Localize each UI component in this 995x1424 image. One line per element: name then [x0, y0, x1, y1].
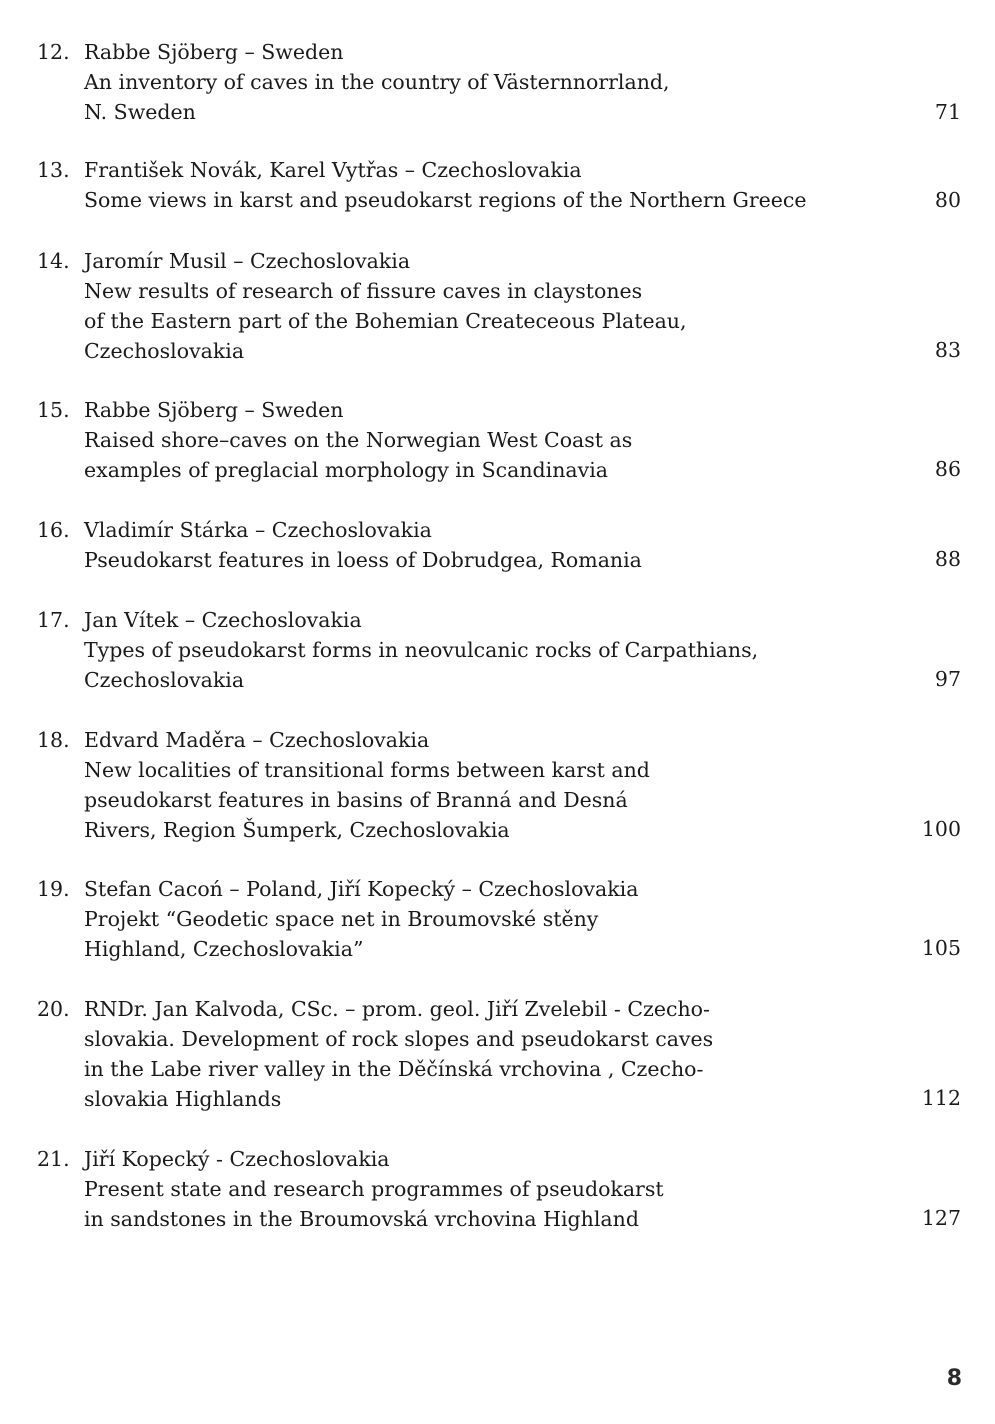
entry-author-line: Jan Vítek – Czechoslovakia [84, 608, 362, 632]
page-folio: 8 [946, 1366, 962, 1391]
entry-author-line: Jiří Kopecký - Czechoslovakia [84, 1147, 390, 1171]
entry-number: 12. [37, 40, 70, 64]
entry-title-line: New localities of transitional forms between karst and [84, 758, 650, 782]
entry-body [84, 155, 914, 215]
entry-title-line: Czechoslovakia [84, 339, 245, 363]
entry-number: 20. [37, 997, 70, 1021]
entry-author-line: Rabbe Sjöberg – Sweden [84, 398, 344, 422]
entry-title-line: N. Sweden [84, 100, 196, 124]
entry-page-number: 112 [921, 1086, 961, 1110]
entry-author-line: Edvard Maděra – Czechoslovakia [84, 728, 430, 752]
entry-title-line: Highland, Czechoslovakia” [84, 937, 364, 961]
entry-title-line: Types of pseudokarst forms in neovulcanic rocks of Carpathians, [84, 638, 759, 662]
entry-number: 21. [37, 1147, 70, 1171]
entry-page-number: 100 [921, 817, 961, 841]
entry-page-number: 86 [934, 457, 961, 481]
entry-title-line: An inventory of caves in the country of Västernnorrland, [84, 70, 670, 94]
entry-number: 13. [37, 158, 70, 182]
entry-author-line: František Novák, Karel Vytřas – Czechoslovakia [84, 158, 582, 182]
entry-title-line: in sandstones in the Broumovská vrchovina Highland [84, 1207, 639, 1231]
entry-page-number: 127 [921, 1206, 961, 1230]
entry-title-line: examples of preglacial morphology in Scandinavia [84, 458, 608, 482]
entry-number: 14. [37, 249, 70, 273]
entry-body [84, 994, 914, 1114]
entry-author-line: Jaromír Musil – Czechoslovakia [84, 249, 411, 273]
entry-body [84, 246, 914, 366]
entry-title-line: Present state and research programmes of pseudokarst [84, 1177, 664, 1201]
entry-number: 18. [37, 728, 70, 752]
entry-number: 19. [37, 877, 70, 901]
entry-page-number: 83 [934, 338, 961, 362]
entry-body [84, 395, 914, 485]
entry-body [84, 1144, 914, 1234]
entry-title-line: of the Eastern part of the Bohemian Createceous Plateau, [84, 309, 687, 333]
entry-number: 15. [37, 398, 70, 422]
entry-page-number: 97 [934, 667, 961, 691]
entry-author-line: RNDr. Jan Kalvoda, CSc. – prom. geol. Jiří Zvelebil - Czecho- [84, 997, 710, 1021]
entry-page-number: 71 [934, 100, 961, 124]
entry-title-line: Some views in karst and pseudokarst regions of the Northern Greece [84, 188, 807, 212]
entry-title-line: slovakia Highlands [84, 1087, 282, 1111]
entry-title-line: Raised shore–caves on the Norwegian West Coast as [84, 428, 633, 452]
entry-title-line: slovakia. Development of rock slopes and pseudokarst caves [84, 1027, 714, 1051]
entry-body [84, 515, 914, 575]
entry-title-line: New results of research of fissure caves in claystones [84, 279, 643, 303]
entry-number: 16. [37, 518, 70, 542]
entry-page-number: 105 [921, 936, 961, 960]
entry-title-line: pseudokarst features in basins of Branná and Desná [84, 788, 628, 812]
entry-author-line: Stefan Cacoń – Poland, Jiří Kopecký – Czechoslovakia [84, 877, 639, 901]
entry-body [84, 725, 914, 845]
entry-body [84, 37, 914, 127]
entry-author-line: Rabbe Sjöberg – Sweden [84, 40, 344, 64]
entry-number: 17. [37, 608, 70, 632]
entry-page-number: 80 [934, 188, 961, 212]
entry-author-line: Vladimír Stárka – Czechoslovakia [84, 518, 432, 542]
entry-body [84, 605, 914, 695]
entry-title-line: Rivers, Region Šumperk, Czechoslovakia [84, 818, 510, 842]
entry-title-line: Projekt “Geodetic space net in Broumovské stěny [84, 907, 599, 931]
entry-body [84, 874, 914, 964]
entry-page-number: 88 [934, 547, 961, 571]
entry-title-line: in the Labe river valley in the Děčínská vrchovina , Czecho- [84, 1057, 704, 1081]
entry-title-line: Pseudokarst features in loess of Dobrudgea, Romania [84, 548, 642, 572]
entry-title-line: Czechoslovakia [84, 668, 245, 692]
